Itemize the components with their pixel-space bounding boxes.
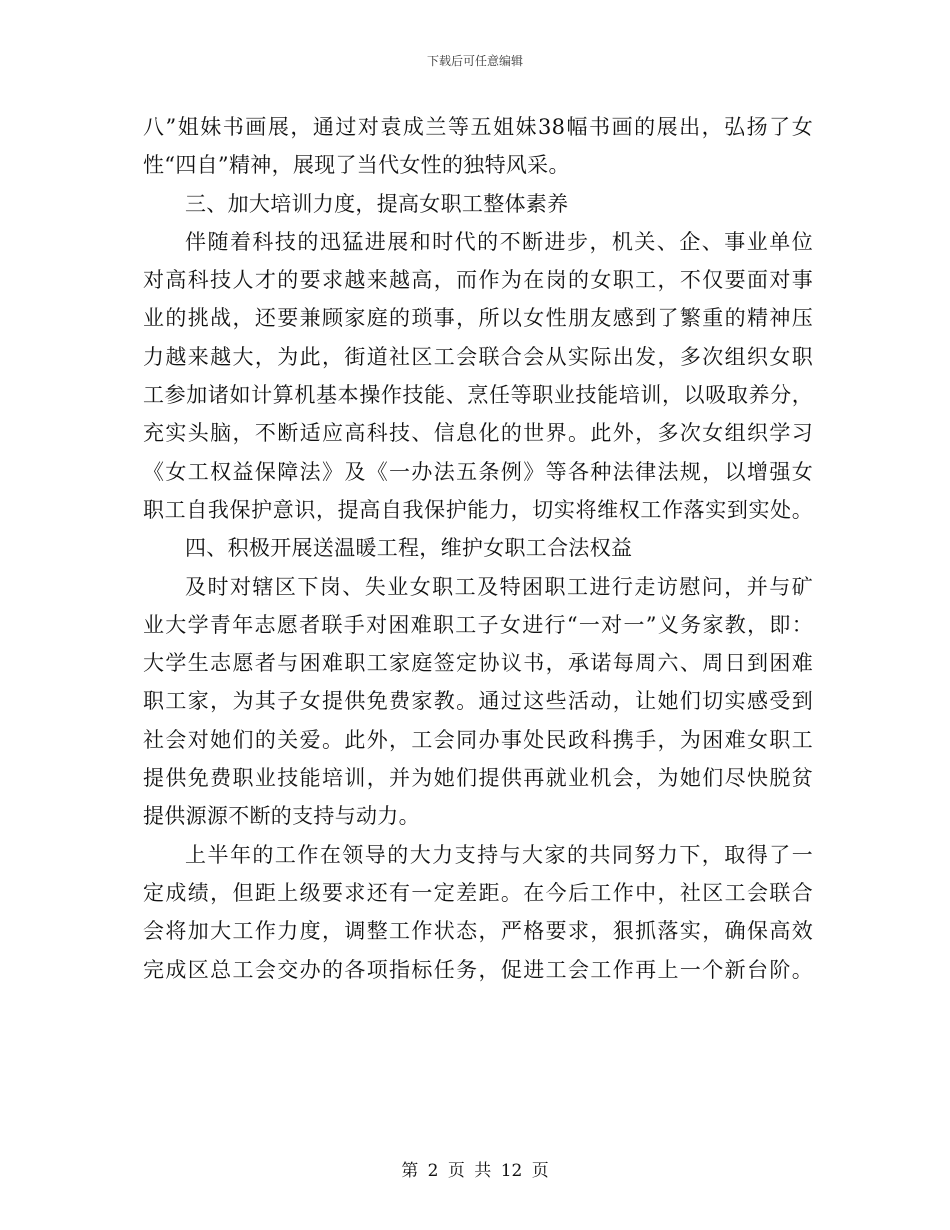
- text-line: 业的挑战，还要兼顾家庭的琐事，所以女性朋友感到了繁重的精神压: [143, 306, 813, 331]
- text-line: 四、积极开展送温暖工程，维护女职工合法权益: [185, 536, 633, 561]
- text-line: 三、加大培训力度，提高女职工整体素养: [185, 191, 569, 216]
- text-line: 职工自我保护意识，提高自我保护能力，切实将维权工作落实到实处。: [143, 497, 813, 522]
- page-header: 下载后可任意编辑: [426, 54, 523, 68]
- text-line: 大学生志愿者与困难职工家庭签定协议书，承诺每周六、周日到困难: [143, 651, 813, 676]
- text-line: 工参加诸如计算机基本操作技能、烹任等职业技能培训，以吸取养分，: [143, 383, 813, 408]
- text-line: 力越来越大，为此，街道社区工会联合会从实际出发，多次组织女职: [143, 344, 813, 369]
- text-line: 提供源源不断的支持与动力。: [143, 804, 420, 829]
- text-line: 《女工权益保障法》及《一办法五条例》等各种法律法规，以增强女: [143, 459, 813, 484]
- text-line: 对高科技人才的要求越来越高，而作为在岗的女职工，不仅要面对事: [143, 268, 813, 293]
- text-line: 社会对她们的关爱。此外，工会同办事处民政科携手，为困难女职工: [143, 727, 813, 752]
- text-line: 性“四自”精神，展现了当代女性的独特风采。: [143, 153, 570, 178]
- text-line: 完成区总工会交办的各项指标任务，促进工会工作再上一个新台阶。: [143, 957, 813, 982]
- text-line: 充实头脑，不断适应高科技、信息化的世界。此外，多次女组织学习: [143, 421, 813, 446]
- document-body: [143, 108, 813, 989]
- text-line: 上半年的工作在领导的大力支持与大家的共同努力下，取得了一: [185, 842, 813, 867]
- text-line: 提供免费职业技能培训，并为她们提供再就业机会，为她们尽快脱贫: [143, 766, 813, 791]
- text-line: 定成绩，但距上级要求还有一定差距。在今后工作中，社区工会联合: [143, 880, 813, 905]
- text-line: 八”姐妹书画展，通过对袁成兰等五姐妹38幅书画的展出，弘扬了女: [143, 115, 813, 139]
- page-footer: 第 2 页 共 12 页: [401, 1161, 549, 1181]
- text-line: 及时对辖区下岗、失业女职工及特困职工进行走访慰问，并与矿: [185, 574, 813, 599]
- text-line: 业大学青年志愿者联手对困难职工子女进行“一对一”义务家教，即：: [143, 612, 813, 637]
- text-line: 会将加大工作力度，调整工作状态，严格要求，狠抓落实，确保高效: [143, 919, 813, 944]
- text-line: 职工家，为其子女提供免费家教。通过这些活动，让她们切实感受到: [143, 689, 813, 714]
- text-line: 伴随着科技的迅猛进展和时代的不断进步，机关、企、事业单位: [185, 229, 813, 254]
